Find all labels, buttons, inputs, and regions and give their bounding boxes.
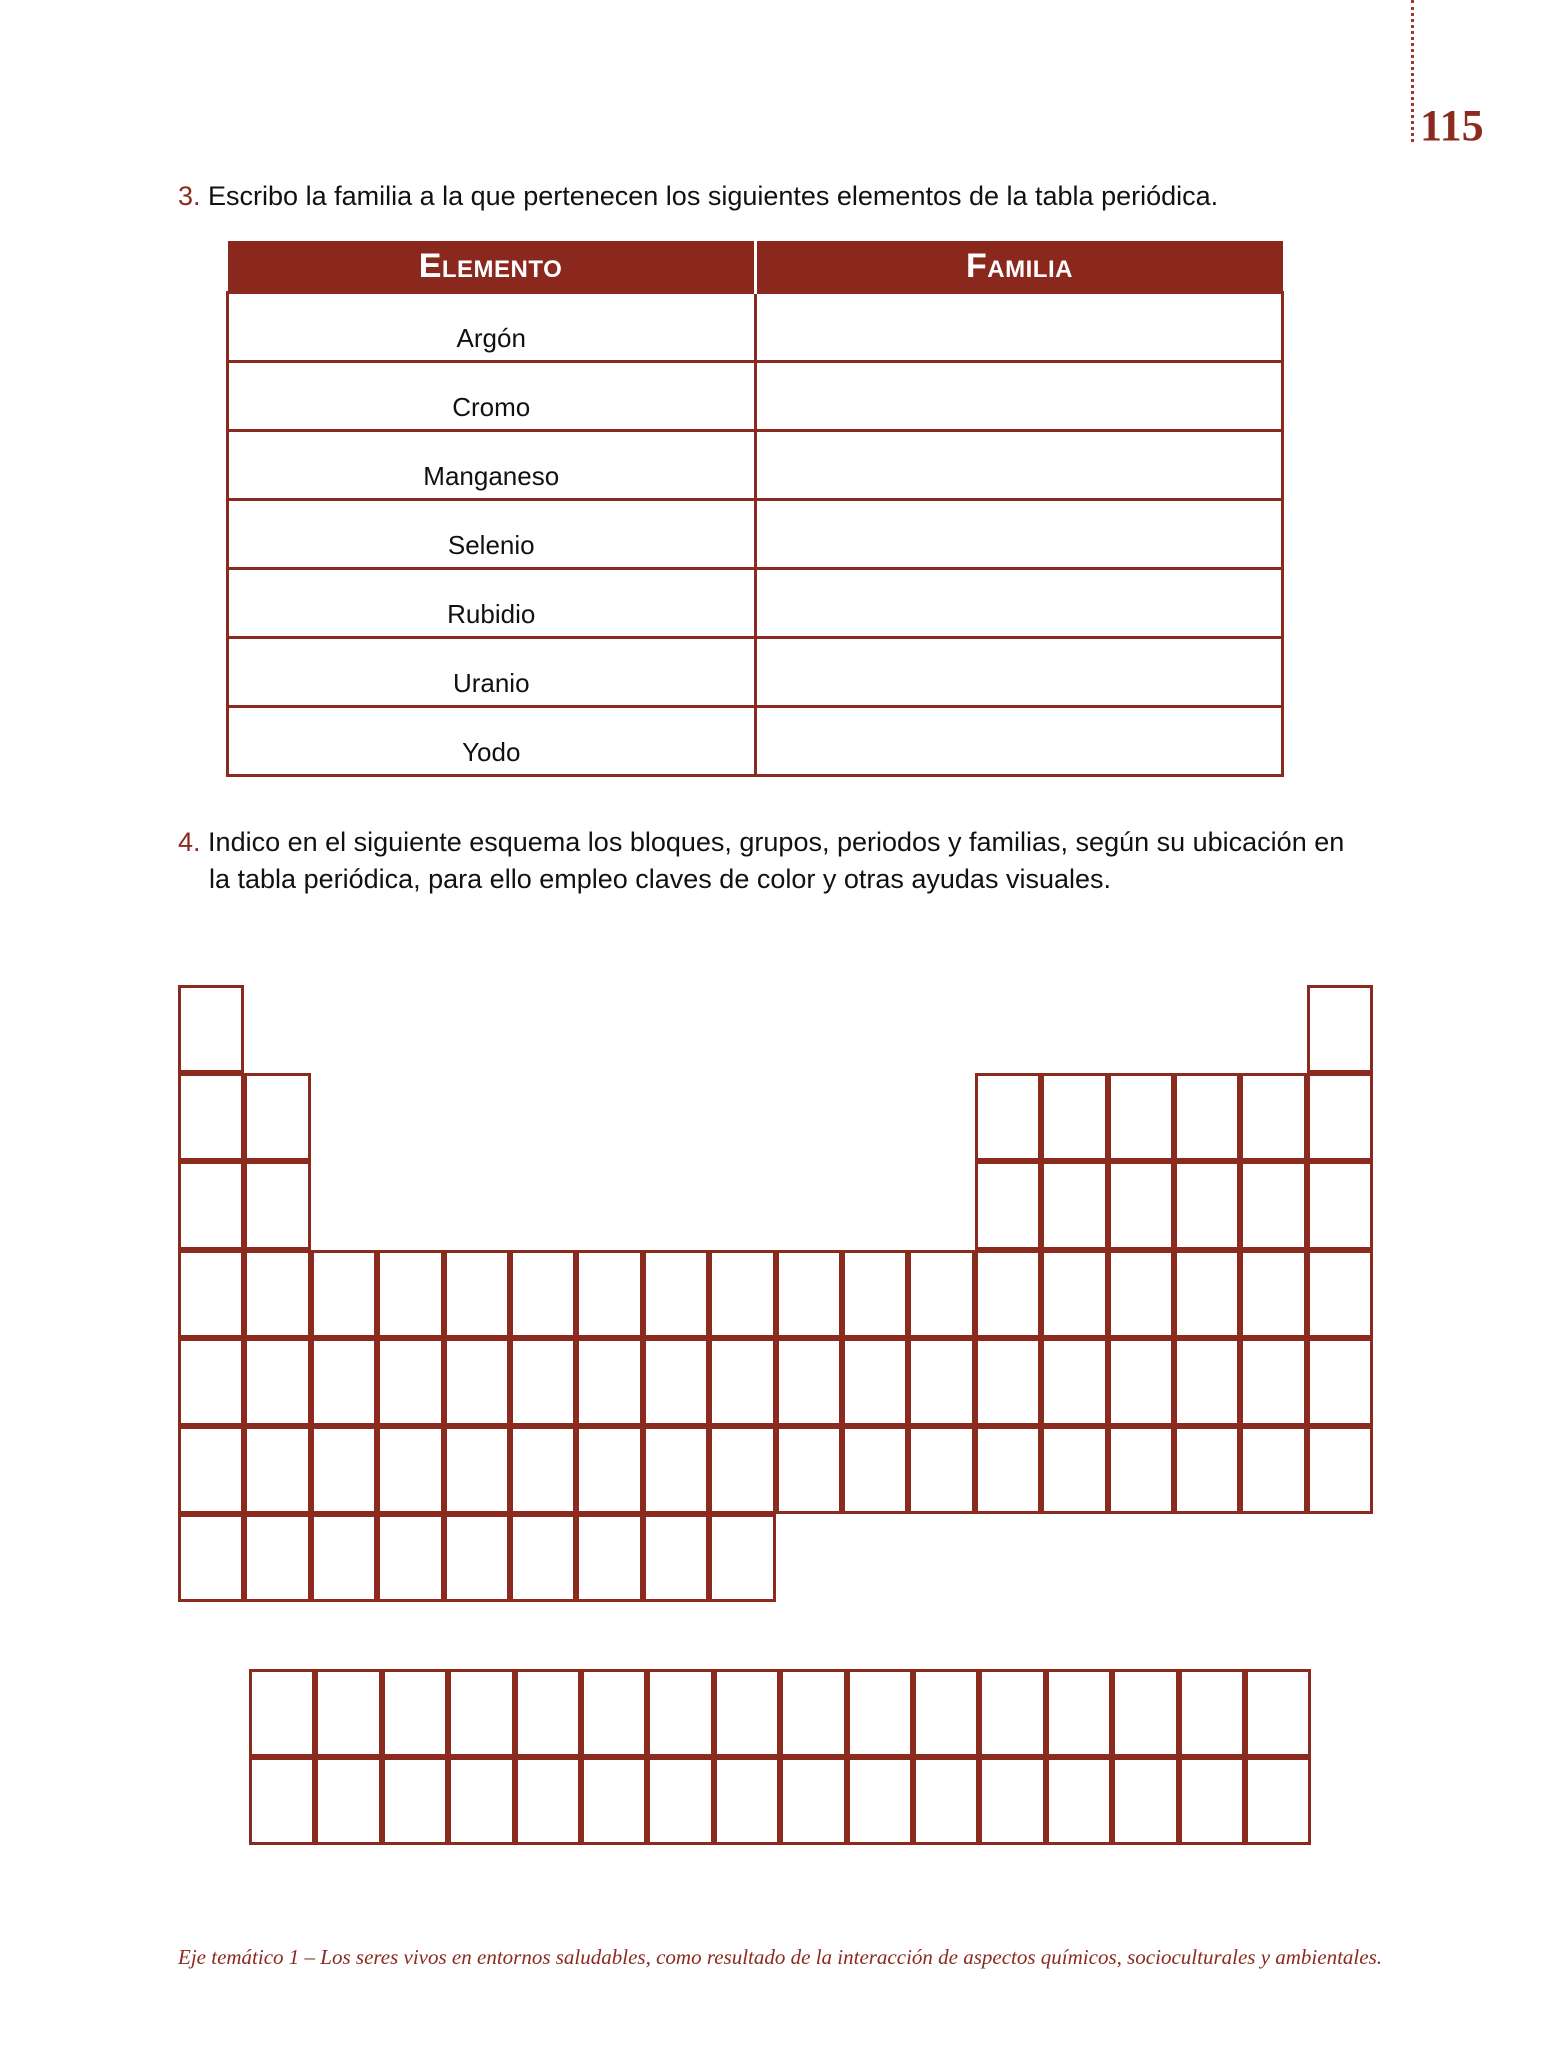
table-header-row [228, 241, 1283, 293]
periodic-cell-p3-g17[interactable] [1240, 1161, 1306, 1249]
f-block-cell-r1-c9[interactable] [780, 1669, 846, 1757]
periodic-cell-p6-g11[interactable] [842, 1426, 908, 1514]
periodic-cell-p4-g7[interactable] [576, 1250, 642, 1338]
f-block-cell-r1-c10[interactable] [847, 1669, 913, 1757]
f-block-cell-r2-c2[interactable] [315, 1757, 381, 1845]
periodic-cell-p5-g1[interactable] [178, 1338, 244, 1426]
periodic-cell-p6-g8[interactable] [643, 1426, 709, 1514]
element-name-cell: Argón [228, 293, 756, 362]
periodic-cell-p4-g4[interactable] [377, 1250, 443, 1338]
periodic-cell-p3-g18[interactable] [1307, 1161, 1373, 1249]
periodic-cell-p5-g5[interactable] [444, 1338, 510, 1426]
family-answer-cell[interactable] [755, 569, 1283, 638]
periodic-cell-p5-g4[interactable] [377, 1338, 443, 1426]
header-familia: Familia [755, 241, 1283, 293]
periodic-cell-p2-g15[interactable] [1108, 1073, 1174, 1161]
table-row [228, 431, 1283, 500]
periodic-cell-p4-g8[interactable] [643, 1250, 709, 1338]
element-name-cell: Uranio [228, 638, 756, 707]
f-block-cell-r2-c13[interactable] [1046, 1757, 1112, 1845]
periodic-cell-p6-g15[interactable] [1108, 1426, 1174, 1514]
f-block-cell-r1-c13[interactable] [1046, 1669, 1112, 1757]
periodic-cell-p7-g5[interactable] [444, 1514, 510, 1602]
periodic-cell-p4-g12[interactable] [908, 1250, 974, 1338]
periodic-cell-p5-g12[interactable] [908, 1338, 974, 1426]
periodic-cell-p7-g3[interactable] [311, 1514, 377, 1602]
periodic-cell-p6-g4[interactable] [377, 1426, 443, 1514]
periodic-cell-p4-g13[interactable] [975, 1250, 1041, 1338]
periodic-cell-p1-g1[interactable] [178, 985, 244, 1073]
periodic-cell-p3-g15[interactable] [1108, 1161, 1174, 1249]
element-name-cell: Manganeso [228, 431, 756, 500]
f-block-cell-r1-c6[interactable] [581, 1669, 647, 1757]
question-number: 3. [178, 181, 201, 211]
f-block-cell-r2-c9[interactable] [780, 1757, 846, 1845]
periodic-cell-p4-g14[interactable] [1041, 1250, 1107, 1338]
question-4 [178, 824, 1344, 898]
f-block-cell-r2-c8[interactable] [714, 1757, 780, 1845]
periodic-cell-p4-g18[interactable] [1307, 1250, 1373, 1338]
element-name-cell: Cromo [228, 362, 756, 431]
f-block-cell-r2-c11[interactable] [913, 1757, 979, 1845]
f-block-cell-r2-c7[interactable] [647, 1757, 713, 1845]
periodic-cell-p3-g2[interactable] [244, 1161, 310, 1249]
family-answer-cell[interactable] [755, 638, 1283, 707]
periodic-cell-p6-g3[interactable] [311, 1426, 377, 1514]
periodic-cell-p2-g18[interactable] [1307, 1073, 1373, 1161]
periodic-cell-p4-g1[interactable] [178, 1250, 244, 1338]
periodic-cell-p6-g7[interactable] [576, 1426, 642, 1514]
f-block-cell-r2-c16[interactable] [1245, 1757, 1311, 1845]
periodic-cell-p5-g17[interactable] [1240, 1338, 1306, 1426]
periodic-cell-p6-g9[interactable] [709, 1426, 775, 1514]
f-block-cell-r2-c1[interactable] [249, 1757, 315, 1845]
periodic-cell-p5-g18[interactable] [1307, 1338, 1373, 1426]
periodic-cell-p5-g15[interactable] [1108, 1338, 1174, 1426]
page-number: 115 [1420, 101, 1484, 150]
periodic-cell-p3-g14[interactable] [1041, 1161, 1107, 1249]
periodic-cell-p7-g4[interactable] [377, 1514, 443, 1602]
element-family-table [226, 241, 1284, 777]
periodic-cell-p2-g17[interactable] [1240, 1073, 1306, 1161]
periodic-cell-p4-g3[interactable] [311, 1250, 377, 1338]
periodic-cell-p4-g16[interactable] [1174, 1250, 1240, 1338]
f-block-cell-r2-c3[interactable] [382, 1757, 448, 1845]
periodic-cell-p3-g1[interactable] [178, 1161, 244, 1249]
periodic-cell-p3-g16[interactable] [1174, 1161, 1240, 1249]
header-elemento: Elemento [228, 241, 756, 293]
periodic-cell-p7-g9[interactable] [709, 1514, 775, 1602]
question-text: Escribo la familia a la que pertenecen los siguientes elementos de la tabla periódica. [208, 181, 1219, 211]
f-block-cell-r1-c1[interactable] [249, 1669, 315, 1757]
family-answer-cell[interactable] [755, 362, 1283, 431]
periodic-cell-p4-g11[interactable] [842, 1250, 908, 1338]
f-block-cell-r1-c2[interactable] [315, 1669, 381, 1757]
periodic-cell-p5-g16[interactable] [1174, 1338, 1240, 1426]
periodic-cell-p4-g15[interactable] [1108, 1250, 1174, 1338]
table-row [228, 293, 1283, 362]
family-answer-cell[interactable] [755, 293, 1283, 362]
periodic-cell-p7-g1[interactable] [178, 1514, 244, 1602]
periodic-cell-p5-g3[interactable] [311, 1338, 377, 1426]
periodic-cell-p6-g10[interactable] [776, 1426, 842, 1514]
f-block-cell-r2-c6[interactable] [581, 1757, 647, 1845]
periodic-cell-p5-g10[interactable] [776, 1338, 842, 1426]
periodic-cell-p6-g18[interactable] [1307, 1426, 1373, 1514]
f-block-cell-r2-c4[interactable] [448, 1757, 514, 1845]
f-block-cell-r2-c14[interactable] [1112, 1757, 1178, 1845]
f-block-cell-r2-c10[interactable] [847, 1757, 913, 1845]
question-3 [178, 178, 1218, 215]
f-block-cell-r1-c5[interactable] [515, 1669, 581, 1757]
periodic-cell-p6-g12[interactable] [908, 1426, 974, 1514]
f-block-cell-r2-c12[interactable] [979, 1757, 1045, 1845]
periodic-cell-p4-g5[interactable] [444, 1250, 510, 1338]
periodic-cell-p1-g18[interactable] [1307, 985, 1373, 1073]
question-text-line1: Indico en el siguiente esquema los bloques, grupos, periodos y familias, según su ubicación en [208, 827, 1345, 857]
periodic-cell-p6-g17[interactable] [1240, 1426, 1306, 1514]
table-row [228, 500, 1283, 569]
periodic-cell-p5-g11[interactable] [842, 1338, 908, 1426]
periodic-cell-p6-g2[interactable] [244, 1426, 310, 1514]
periodic-cell-p3-g13[interactable] [975, 1161, 1041, 1249]
f-block-cell-r1-c14[interactable] [1112, 1669, 1178, 1757]
f-block-cell-r1-c11[interactable] [913, 1669, 979, 1757]
element-name-cell: Selenio [228, 500, 756, 569]
periodic-cell-p4-g10[interactable] [776, 1250, 842, 1338]
periodic-cell-p4-g6[interactable] [510, 1250, 576, 1338]
periodic-cell-p2-g13[interactable] [975, 1073, 1041, 1161]
periodic-cell-p5-g9[interactable] [709, 1338, 775, 1426]
periodic-cell-p6-g6[interactable] [510, 1426, 576, 1514]
periodic-cell-p5-g7[interactable] [576, 1338, 642, 1426]
periodic-cell-p6-g13[interactable] [975, 1426, 1041, 1514]
family-answer-cell[interactable] [755, 707, 1283, 776]
periodic-cell-p5-g8[interactable] [643, 1338, 709, 1426]
table-row [228, 638, 1283, 707]
question-number: 4. [178, 827, 201, 857]
page-footer: Eje temático 1 – Los seres vivos en entornos saludables, como resultado de la interacción de aspectos químicos, socioculturales y ambientales. [178, 1945, 1383, 1969]
periodic-cell-p5-g13[interactable] [975, 1338, 1041, 1426]
question-text-line2: la tabla periódica, para ello empleo claves de color y otras ayudas visuales. [209, 864, 1111, 894]
periodic-cell-p4-g9[interactable] [709, 1250, 775, 1338]
periodic-cell-p2-g2[interactable] [244, 1073, 310, 1161]
element-name-cell: Yodo [228, 707, 756, 776]
family-answer-cell[interactable] [755, 500, 1283, 569]
periodic-cell-p6-g14[interactable] [1041, 1426, 1107, 1514]
periodic-cell-p5-g6[interactable] [510, 1338, 576, 1426]
table-row [228, 569, 1283, 638]
periodic-cell-p2-g16[interactable] [1174, 1073, 1240, 1161]
periodic-cell-p7-g7[interactable] [576, 1514, 642, 1602]
periodic-cell-p4-g17[interactable] [1240, 1250, 1306, 1338]
table-row [228, 362, 1283, 431]
periodic-cell-p6-g16[interactable] [1174, 1426, 1240, 1514]
f-block-cell-r1-c3[interactable] [382, 1669, 448, 1757]
f-block-cell-r1-c4[interactable] [448, 1669, 514, 1757]
periodic-cell-p6-g5[interactable] [444, 1426, 510, 1514]
f-block-cell-r1-c8[interactable] [714, 1669, 780, 1757]
table-row [228, 707, 1283, 776]
f-block-cell-r2-c15[interactable] [1179, 1757, 1245, 1845]
f-block-cell-r1-c15[interactable] [1179, 1669, 1245, 1757]
f-block-cell-r1-c12[interactable] [979, 1669, 1045, 1757]
periodic-cell-p7-g8[interactable] [643, 1514, 709, 1602]
periodic-cell-p5-g14[interactable] [1041, 1338, 1107, 1426]
periodic-cell-p7-g2[interactable] [244, 1514, 310, 1602]
periodic-cell-p4-g2[interactable] [244, 1250, 310, 1338]
family-answer-cell[interactable] [755, 431, 1283, 500]
f-block-cell-r1-c7[interactable] [647, 1669, 713, 1757]
periodic-cell-p7-g6[interactable] [510, 1514, 576, 1602]
periodic-cell-p5-g2[interactable] [244, 1338, 310, 1426]
f-block-cell-r1-c16[interactable] [1245, 1669, 1311, 1757]
f-block-cell-r2-c5[interactable] [515, 1757, 581, 1845]
periodic-cell-p6-g1[interactable] [178, 1426, 244, 1514]
periodic-cell-p2-g1[interactable] [178, 1073, 244, 1161]
periodic-cell-p2-g14[interactable] [1041, 1073, 1107, 1161]
element-name-cell: Rubidio [228, 569, 756, 638]
page-margin-dotted-line [1411, 0, 1414, 142]
